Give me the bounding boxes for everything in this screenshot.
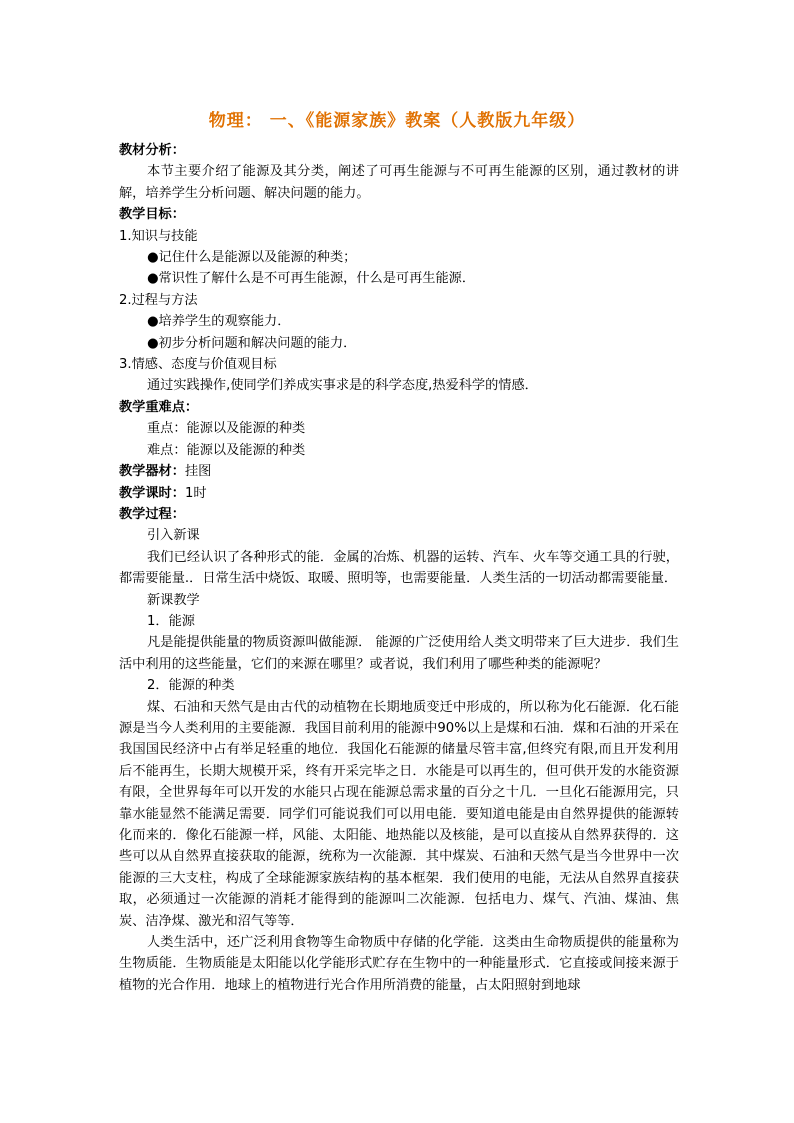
process-heading: 教学过程： bbox=[119, 506, 185, 522]
goal-item: ●培养学生的观察能力． bbox=[147, 314, 291, 330]
goal-section-label: 3.情感、态度与价值观目标 bbox=[119, 357, 277, 373]
new-lesson-label: 新课教学 bbox=[147, 592, 200, 608]
equipment-heading: 教学器材： bbox=[119, 464, 185, 480]
keypoint-item: 重点：能源以及能源的种类 bbox=[147, 421, 306, 437]
analysis-text: 本节主要介绍了能源及其分类，阐述了可再生能源与不可再生能源的区别，通过教材的讲解，培养学生分析问题、解决问题的能力。 bbox=[119, 164, 679, 201]
section-2-text-2: 人类生活中，还广泛利用食物等生命物质中存储的化学能．这类由生命物质提供的能量称为生物质能．生物质能是太阳能以化学能形式贮存在生物中的一种能量形式．它直接或间接来源于植物的光合作用．地球上的植物进行光合作用所消费的能量，占太阳照射到地球 bbox=[119, 935, 679, 993]
equipment-line bbox=[119, 461, 679, 482]
goal-item: ●记住什么是能源以及能源的种类； bbox=[147, 250, 357, 266]
goal-item: ●常识性了解什么是不可再生能源，什么是可再生能源． bbox=[147, 271, 476, 287]
section-1-text: 凡是能提供能量的物质资源叫做能源． 能源的广泛使用给人类文明带来了巨大进步．我们生活中利用的这些能量，它们的来源在哪里？或者说，我们利用了哪些种类的能源呢？ bbox=[119, 635, 679, 672]
goals-heading: 教学目标： bbox=[119, 207, 185, 223]
keypoints-heading: 教学重难点： bbox=[119, 399, 199, 415]
page-title: 物理： 一、《能源家族》教案（人教版九年级） bbox=[208, 111, 586, 131]
analysis-heading: 教材分析： bbox=[119, 143, 185, 158]
equipment-value: 挂图 bbox=[184, 464, 212, 480]
intro-text: 我们已经认识了各种形式的能．金属的冶炼、机器的运转、汽车、火车等交通工具的行驶，都需要能量.．日常生活中烧饭、取暖、照明等，也需要能量．人类生活的一切活动都需要能量． bbox=[119, 549, 679, 587]
goal-item: 通过实践操作,使同学们养成实事求是的科学态度,热爱科学的情感． bbox=[147, 378, 538, 394]
section-2-text-1: 煤、石油和天然气是由古代的动植物在长期地质变迁中形成的，所以称为化石能源．化石能源是当今人类利用的主要能源．我国目前利用的能源中90%以上是煤和石油．煤和石油的开采在我国国民经济中占有举足轻重的地位．我国化石能源的储量尽管丰富,但终究有限,而且开发利用后不能再生，长期大规模开采，终有开采完毕之日．水能是可以再生的，但可供开发的水能资源有限，全世界每年可以开发的水能只占现在能源总需求量的百分之十几．一旦化石能源用完，只靠水能显然不能满足需要．同学们可能说我们可以用电能．要知道电能是由自然界提供的能源转化而来的．像化石能源一样，风能、太阳能、地热能以及核能，是可以直接从自然界获得的．这些可以从自然界直接获取的能源，统称为一次能源．其中煤炭、石油和天然气是当今世界中一次能源的三大支柱，构成了全球能源家族结构的基本框架．我们使用的电能，无法从自然界直接获取，必须通过一次能源的消耗才能得到的能源叫二次能源．包括电力、煤气、汽油、煤油、焦炭、洁净煤、激光和沼气等等． bbox=[119, 699, 679, 929]
document-body bbox=[119, 140, 679, 996]
goal-section-label: 2.过程与方法 bbox=[119, 292, 198, 308]
intro-label: 引入新课 bbox=[147, 528, 200, 544]
hours-heading: 教学课时： bbox=[119, 485, 185, 501]
goal-item: ●初步分析问题和解决问题的能力． bbox=[147, 335, 357, 351]
section-1-label: 1．能源 bbox=[147, 613, 195, 629]
keypoint-item: 难点：能源以及能源的种类 bbox=[147, 442, 306, 458]
goal-section-label: 1.知识与技能 bbox=[119, 228, 198, 244]
hours-line bbox=[119, 483, 679, 504]
section-2-label: 2．能源的种类 bbox=[147, 678, 235, 694]
hours-value: 1时 bbox=[184, 485, 207, 501]
